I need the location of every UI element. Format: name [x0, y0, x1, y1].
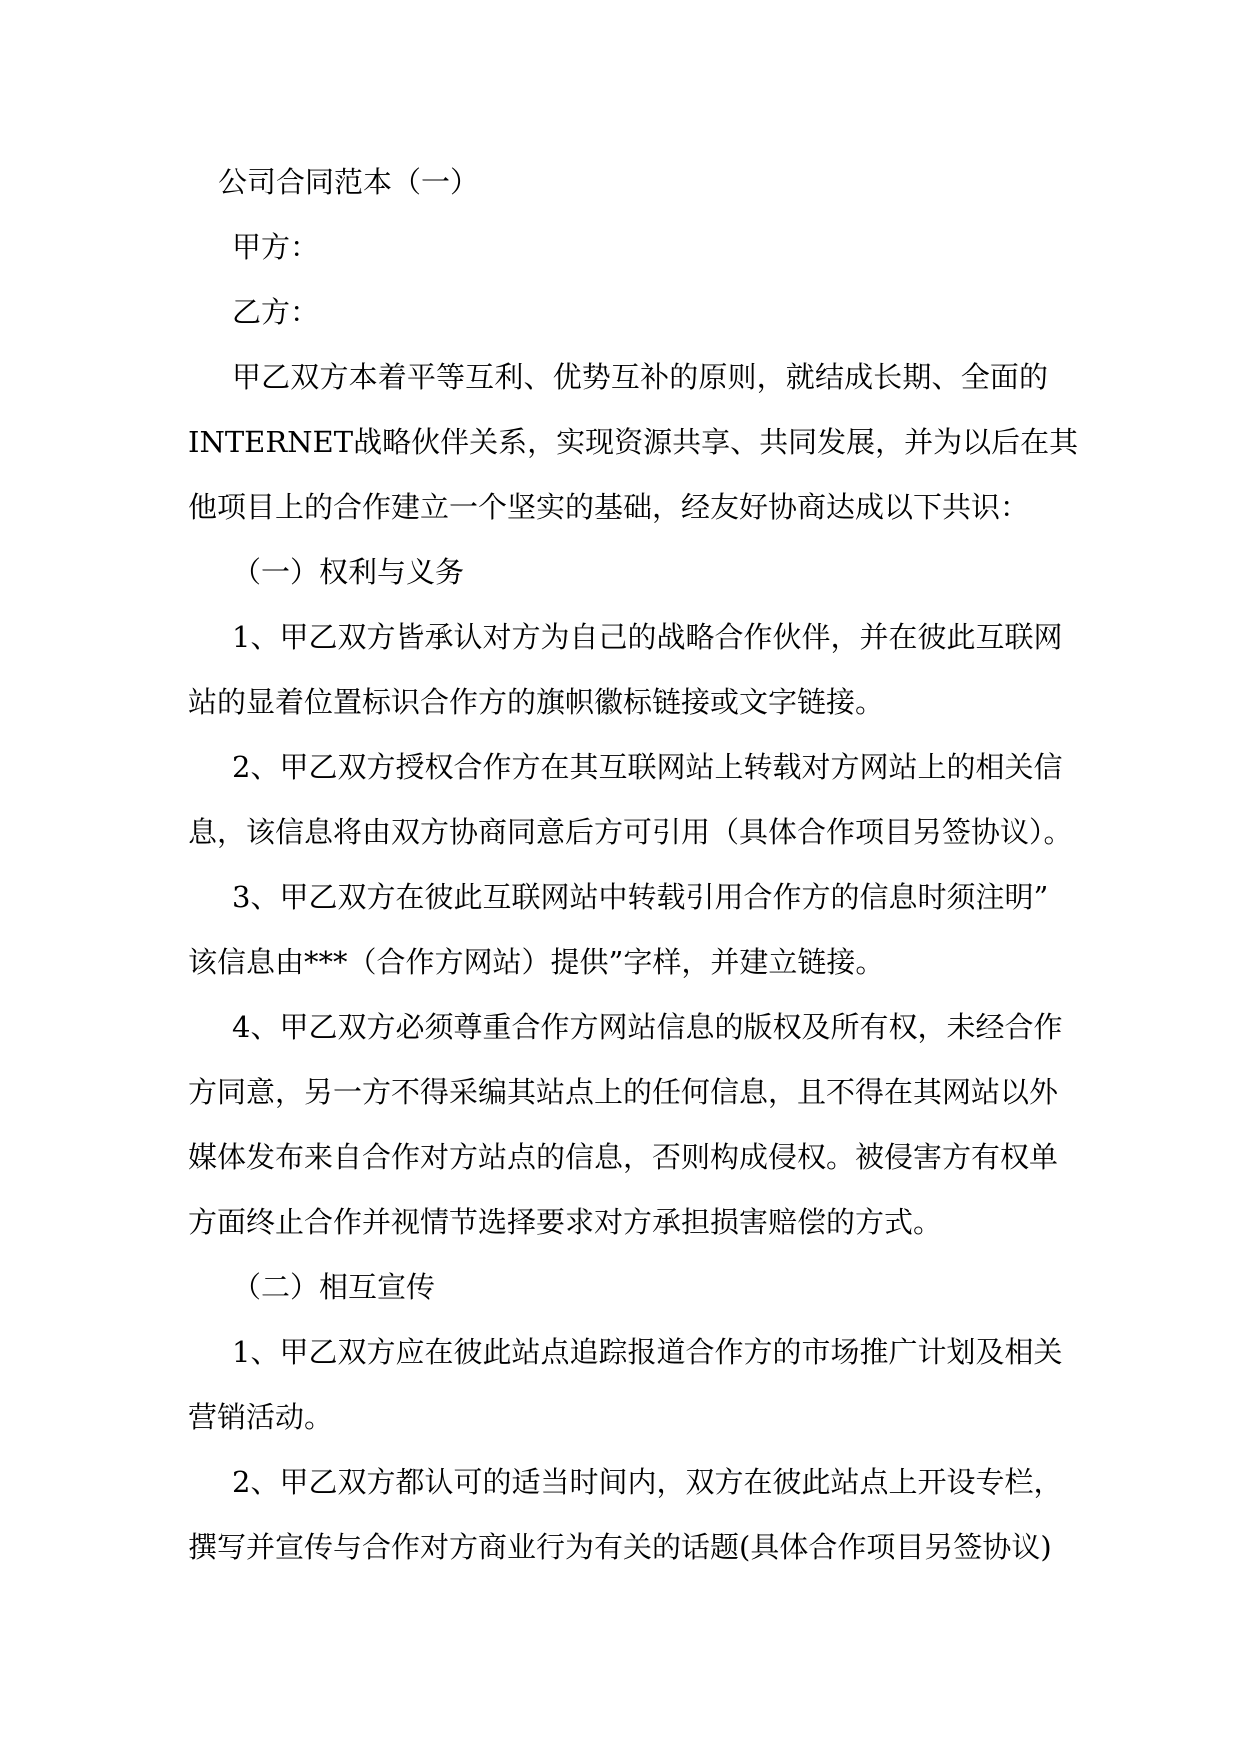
paragraph-line: 4、甲乙双方必须尊重合作方网站信息的版权及所有权，未经合作 [232, 1010, 1063, 1044]
paragraph-line: 站的显着位置标识合作方的旗帜徽标链接或文字链接。 [188, 685, 885, 719]
paragraph-line: 3、甲乙双方在彼此互联网站中转载引用合作方的信息时须注明” [232, 880, 1049, 914]
clause-1-1 [188, 605, 1063, 735]
clause-2-2 [188, 1450, 1063, 1580]
paragraph-line: 方同意，另一方不得采编其站点上的任何信息，且不得在其网站以外 [188, 1075, 1059, 1109]
section-heading-mutual-promotion: （二）相互宣传 [232, 1270, 436, 1304]
paragraph-line: 2、甲乙双方授权合作方在其互联网站上转载对方网站上的相关信 [232, 750, 1063, 784]
paragraph-line: 撰写并宣传与合作对方商业行为有关的话题(具体合作项目另签协议) [188, 1530, 1052, 1564]
paragraph-line: 息，该信息将由双方协商同意后方可引用（具体合作项目另签协议）。 [188, 815, 1073, 849]
clause-2-1 [188, 1320, 1063, 1450]
paragraph-line: 该信息由***（合作方网站）提供”字样，并建立链接。 [188, 945, 885, 979]
section-heading-rights-obligations: （一）权利与义务 [232, 555, 465, 589]
paragraph-line: 营销活动。 [188, 1400, 334, 1434]
paragraph-line: INTERNET战略伙伴关系，实现资源共享、共同发展，并为以后在其 [188, 425, 1079, 459]
clause-1-2 [188, 735, 1073, 865]
party-a-label: 甲方： [232, 230, 320, 264]
document-body [188, 150, 1079, 1580]
clause-1-3 [188, 865, 1048, 995]
paragraph-line: 2、甲乙双方都认可的适当时间内，双方在彼此站点上开设专栏， [232, 1465, 1063, 1499]
paragraph-line: 甲乙双方本着平等互利、优势互补的原则，就结成长期、全面的 [232, 360, 1048, 394]
paragraph-line: 媒体发布来自合作对方站点的信息，否则构成侵权。被侵害方有权单 [188, 1140, 1059, 1174]
paragraph-line: 他项目上的合作建立一个坚实的基础，经友好协商达成以下共识： [188, 490, 1030, 524]
document-title: 公司合同范本（一） [218, 165, 480, 199]
intro-paragraph [188, 345, 1079, 540]
clause-1-4 [188, 995, 1063, 1255]
paragraph-line: 方面终止合作并视情节选择要求对方承担损害赔偿的方式。 [188, 1205, 943, 1239]
paragraph-line: 1、甲乙双方皆承认对方为自己的战略合作伙伴，并在彼此互联网 [232, 620, 1063, 654]
party-b-label: 乙方： [232, 295, 320, 329]
paragraph-line: 1、甲乙双方应在彼此站点追踪报道合作方的市场推广计划及相关 [232, 1335, 1063, 1369]
